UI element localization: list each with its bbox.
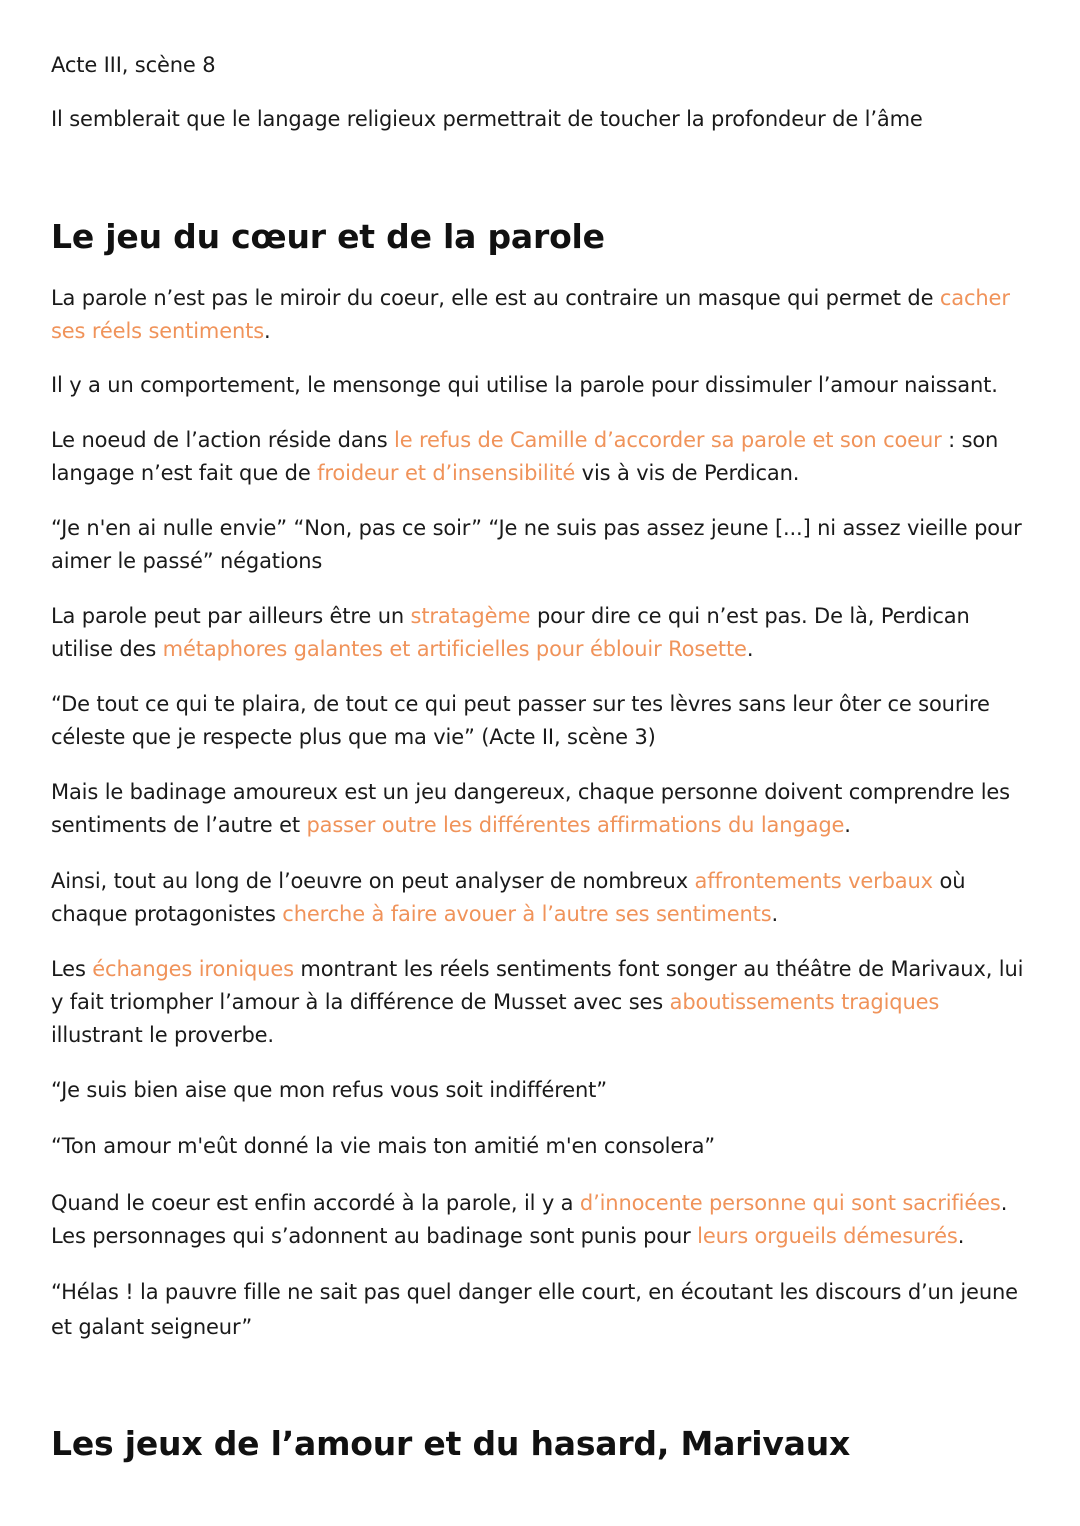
highlight-cacher-sentiments: cacher ses réels sentiments (51, 286, 1010, 343)
paragraph-stratageme: La parole peut par ailleurs être un stratagème pour dire ce qui n’est pas. De là, Perdican utilise des métaphores galantes et artificielles pour éblouir Rosette. (51, 604, 970, 661)
paragraph-badinage: Mais le badinage amoureux est un jeu dangereux, chaque personne doivent comprendre les sentiments de l’autre et passer outre les différentes affirmations du langage. (51, 780, 1010, 837)
highlight-froideur: froideur et d’insensibilité (317, 461, 576, 485)
paragraph-mensonge: Il y a un comportement, le mensonge qui utilise la parole pour dissimuler l’amour naissant. (51, 373, 998, 397)
quote-pauvre-fille: “Hélas ! la pauvre fille ne sait pas quel danger elle court, en écoutant les discours d’un jeune et galant seigneur” (51, 1280, 1018, 1339)
quote-negations: “Je n'en ai nulle envie” “Non, pas ce soir” “Je ne suis pas assez jeune [...] ni assez vieille pour aimer le passé” négations (51, 516, 1022, 573)
highlight-faire-avouer: cherche à faire avouer à l’autre ses sentiments (282, 902, 772, 926)
quote-amour-amitie: “Ton amour m'eût donné la vie mais ton amitié m'en consolera” (51, 1134, 716, 1158)
quote-acte-ii: “De tout ce qui te plaira, de tout ce qui peut passer sur tes lèvres sans leur ôter ce sourire céleste que je respecte plus que ma vie” (Acte II, scène 3) (51, 692, 990, 749)
highlight-affrontements: affrontements verbaux (694, 869, 933, 893)
highlight-passer-outre: passer outre les différentes affirmations du langage (306, 813, 845, 837)
highlight-aboutissements: aboutissements tragiques (669, 990, 940, 1014)
paragraph-marivaux-musset: Les échanges ironiques montrant les réels sentiments font songer au théâtre de Marivaux, lui y fait triompher l’amour à la différence de Musset avec ses aboutissements tragiques illustrant le proverbe. (51, 957, 1024, 1047)
section-title-marivaux: Les jeux de l’amour et du hasard, Marivaux (51, 1424, 851, 1463)
paragraph-coeur-accorde: Quand le coeur est enfin accordé à la parole, il y a d’innocente personne qui sont sacrifiées. Les personnages qui s’adonnent au badinage sont punis pour leurs orgueils démesurés. (51, 1191, 1008, 1248)
highlight-refus-camille: le refus de Camille d’accorder sa parole et son coeur (394, 428, 942, 452)
highlight-orgueils: leurs orgueils démesurés (697, 1224, 958, 1248)
paragraph-miroir-coeur: La parole n’est pas le miroir du coeur, elle est au contraire un masque qui permet de cacher ses réels sentiments. (51, 286, 1010, 343)
highlight-echanges-ironiques: échanges ironiques (92, 957, 294, 981)
act-reference: Acte III, scène 8 (51, 53, 216, 77)
highlight-sacrifiees: d’innocente personne qui sont sacrifiées (579, 1191, 1001, 1215)
paragraph-noeud-action: Le noeud de l’action réside dans le refus de Camille d’accorder sa parole et son coeur : son langage n’est fait que de froideur et d’insensibilité vis à vis de Perdican. (51, 428, 999, 485)
section-title-coeur-parole: Le jeu du cœur et de la parole (51, 217, 605, 256)
highlight-metaphores: métaphores galantes et artificielles pour éblouir Rosette (162, 637, 747, 661)
paragraph-affrontements: Ainsi, tout au long de l’oeuvre on peut analyser de nombreux affrontements verbaux où chaque protagonistes cherche à faire avouer à l’autre ses sentiments. (51, 869, 966, 926)
quote-refus-indifferent: “Je suis bien aise que mon refus vous soit indifférent” (51, 1078, 607, 1102)
intro-statement: Il semblerait que le langage religieux permettrait de toucher la profondeur de l’âme (51, 107, 923, 131)
highlight-stratageme: stratagème (410, 604, 531, 628)
